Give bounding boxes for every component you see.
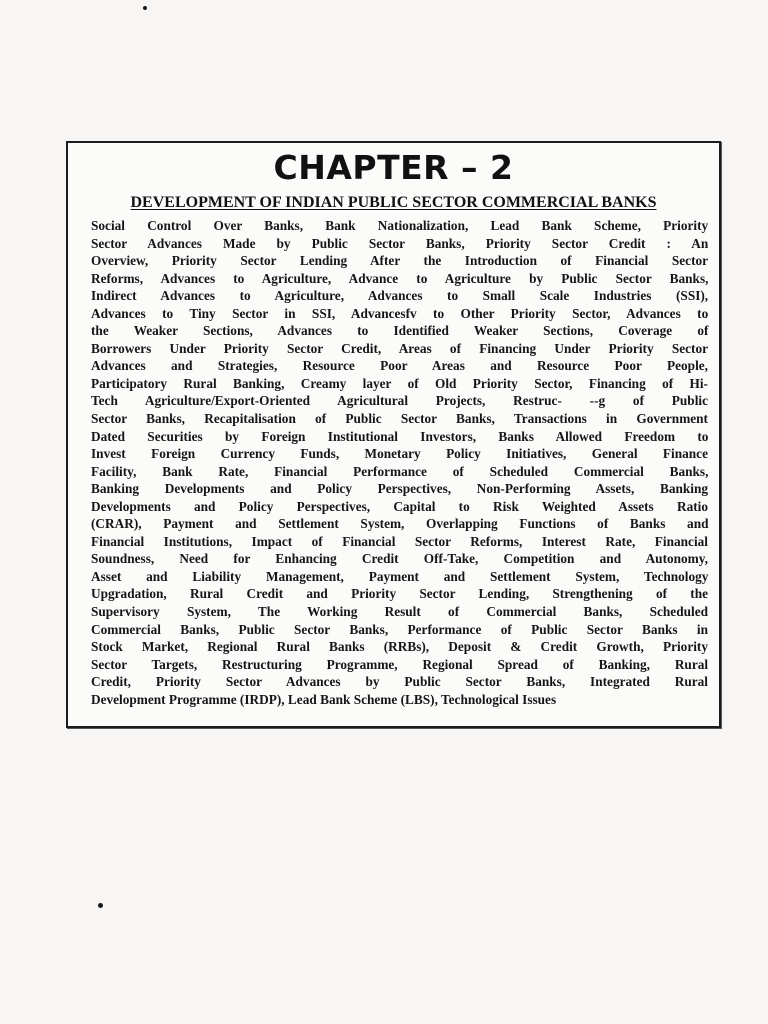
contents-line: (CRAR), Payment and Settlement System, Overlapping Functions of Banks and: [91, 516, 709, 532]
contents-line: Borrowers Under Priority Sector Credit, Areas of Financing Under Priority Sector: [91, 340, 708, 356]
contents-line: Sector Targets, Restructuring Programme, Regional Spread of Banking, Rural: [91, 656, 709, 672]
contents-line: Credit, Priority Sector Advances by Public Sector Banks, Integrated Rural: [91, 674, 708, 690]
ink-speck: [143, 6, 147, 10]
contents-line: Overview, Priority Sector Lending After the Introduction of Financial Sector: [91, 253, 709, 269]
contents-line: Sector Banks, Recapitalisation of Public Sector Banks, Transactions in Government: [91, 411, 708, 427]
contents-line: Reforms, Advances to Agriculture, Advance to Agriculture by Public Sector Banks,: [91, 270, 709, 286]
contents-line: the Weaker Sections, Advances to Identified Weaker Sections, Coverage of: [91, 323, 709, 339]
contents-line: Upgradation, Rural Credit and Priority Sector Lending, Strengthening of the: [91, 586, 708, 602]
contents-line: Advances to Tiny Sector in SSI, Advancesfv to Other Priority Sector, Advances to: [91, 305, 709, 321]
contents-line: Sector Advances Made by Public Sector Banks, Priority Sector Credit : An: [91, 235, 709, 251]
contents-line: Development Programme (IRDP), Lead Bank Scheme (LBS), Technological Issues: [91, 691, 557, 707]
contents-line: Banking Developments and Policy Perspectives, Non-Performing Assets, Banking: [91, 481, 708, 497]
contents-line: Supervisory System, The Working Result of Commercial Banks, Scheduled: [91, 604, 708, 620]
contents-line: Tech Agriculture/Export-Oriented Agricultural Projects, Restruc‐ ‑‑g of Public: [91, 393, 708, 409]
contents-line: Financial Institutions, Impact of Financial Sector Reforms, Interest Rate, Financial: [91, 533, 708, 549]
contents-line: Invest Foreign Currency Funds, Monetary Policy Initiatives, General Finance: [91, 446, 708, 462]
contents-line: Asset and Liability Management, Payment and Settlement System, Technology: [91, 568, 709, 584]
contents-line: Commercial Banks, Public Sector Banks, Performance of Public Sector Banks in: [91, 621, 708, 637]
ink-speck: [98, 903, 103, 908]
contents-line: Soundness, Need for Enhancing Credit Off-Take, Competition and Autonomy,: [91, 551, 708, 567]
contents-line: Stock Market, Regional Rural Banks (RRBs), Deposit & Credit Growth, Priority: [91, 639, 708, 655]
contents-line: Advances and Strategies, Resource Poor Areas and Resource Poor People,: [91, 358, 708, 374]
contents-line: Social Control Over Banks, Bank Nationalization, Lead Bank Scheme, Priority: [91, 218, 709, 233]
contents-line: Facility, Bank Rate, Financial Performance of Scheduled Commercial Banks,: [91, 463, 709, 479]
chapter-title: CHAPTER – 2: [273, 148, 514, 187]
contents-line: Participatory Rural Banking, Creamy layer of Old Priority Sector, Financing of Hi-: [91, 375, 708, 391]
contents-line: Developments and Policy Perspectives, Capital to Risk Weighted Assets Ratio: [91, 498, 708, 514]
chapter-contents: [91, 217, 708, 708]
chapter-subtitle: DEVELOPMENT OF INDIAN PUBLIC SECTOR COMMERCIAL BANKS: [130, 194, 657, 211]
chapter-box: [66, 141, 721, 728]
contents-line: Indirect Advances to Agriculture, Advances to Small Scale Industries (SSI),: [91, 288, 709, 304]
contents-line: Dated Securities by Foreign Institutional Investors, Banks Allowed Freedom to: [91, 428, 709, 444]
